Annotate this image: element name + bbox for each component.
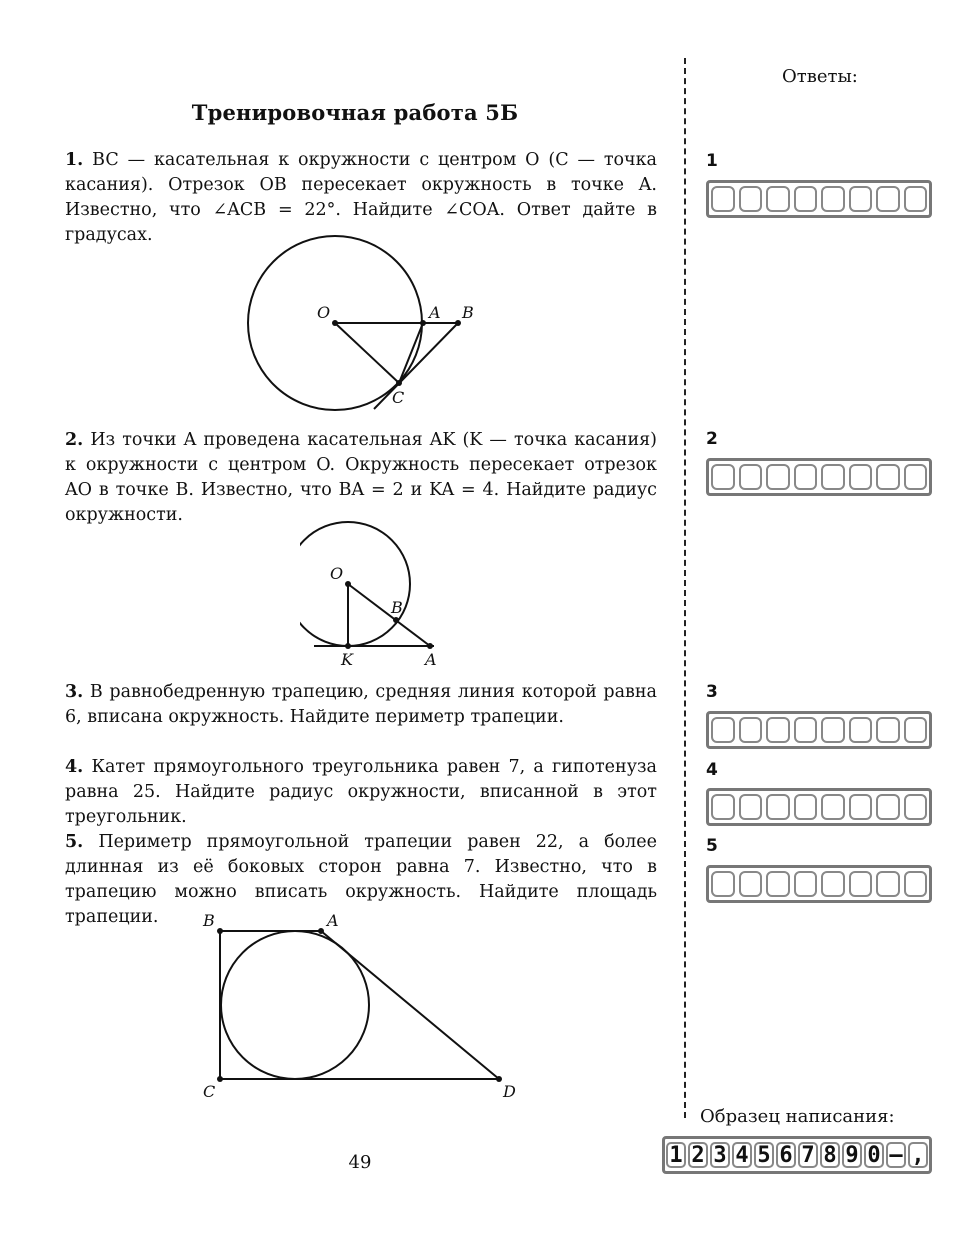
answers-title: Ответы: [782,66,858,87]
figure-1 [240,225,500,420]
answer-cell[interactable] [711,186,735,212]
answer-cell[interactable] [766,464,790,490]
sample-digits [662,1136,932,1174]
sample-char: 4 [732,1142,752,1168]
sample-char: 0 [864,1142,884,1168]
problem-2 [65,428,657,528]
inscribed-circle [221,931,369,1079]
point-b [393,617,399,623]
label-c: C [203,1082,216,1101]
point-b [455,320,461,326]
segment-oa [348,584,430,646]
answer-cell[interactable] [766,794,790,820]
tangent-bc [374,323,458,409]
answer-cell[interactable] [794,794,818,820]
problem-text: В равнобедренную трапецию, средняя линия которой равна 6, вписана окружность. Найдите периметр трапеции. [65,682,657,727]
answer-cell[interactable] [794,871,818,897]
answer-cell[interactable] [821,871,845,897]
answer-cell[interactable] [849,717,873,743]
problem-number: 5. [65,832,84,852]
point-c [217,1076,223,1082]
answer-label-3: 3 [706,682,718,702]
answer-cell[interactable] [711,871,735,897]
sample-char: 1 [666,1142,686,1168]
point-o [332,320,338,326]
sample-char: 8 [820,1142,840,1168]
page-number: 49 [348,1152,372,1173]
answer-label-2: 2 [706,429,718,449]
sample-char: 9 [842,1142,862,1168]
answer-cell[interactable] [711,717,735,743]
figure-5 [195,905,525,1105]
label-c: C [392,388,405,407]
problem-number: 2. [65,430,84,450]
answer-cell[interactable] [739,794,763,820]
answer-cell[interactable] [849,794,873,820]
label-b: B [462,303,474,322]
answer-label-5: 5 [706,836,718,856]
answer-box-4[interactable] [706,788,932,826]
answer-label-1: 1 [706,151,718,171]
answer-cell[interactable] [766,186,790,212]
sample-char: 2 [688,1142,708,1168]
answer-cell[interactable] [794,186,818,212]
answer-cell[interactable] [739,871,763,897]
answer-cell[interactable] [711,794,735,820]
problem-text: Катет прямоугольного треугольника равен 7, а гипотенуза равна 25. Найдите радиус окружности, вписанной в этот треугольник. [65,757,657,827]
problem-text: Периметр прямоугольной трапеции равен 22, а более длинная из её боковых сторон равна 7. Известно, что в трапецию можно вписать окружность. Найдите площадь трапеции. [65,832,657,927]
answer-cell[interactable] [739,464,763,490]
problem-number: 4. [65,757,84,777]
answer-cell[interactable] [821,186,845,212]
segment-ac [399,323,423,383]
answer-cell[interactable] [739,186,763,212]
answer-cell[interactable] [876,717,900,743]
answer-label-4: 4 [706,760,718,780]
answer-box-3[interactable] [706,711,932,749]
problem-number: 3. [65,682,84,702]
answer-cell[interactable] [849,464,873,490]
answer-cell[interactable] [711,464,735,490]
problem-number: 1. [65,150,84,170]
point-a [318,928,324,934]
answer-cell[interactable] [739,717,763,743]
answer-cell[interactable] [794,464,818,490]
sample-char: , [908,1142,928,1168]
sample-char: 3 [710,1142,730,1168]
answer-cell[interactable] [766,717,790,743]
point-a [427,643,433,649]
answer-cell[interactable] [904,186,928,212]
point-a [420,320,426,326]
label-o: O [317,303,331,322]
point-d [496,1076,502,1082]
label-o: O [330,564,344,583]
answer-cell[interactable] [849,871,873,897]
answer-cell[interactable] [794,717,818,743]
answer-box-2[interactable] [706,458,932,496]
sample-label: Образец написания: [700,1106,895,1127]
page-title: Тренировочная работа 5Б [191,100,519,125]
dashed-divider [684,58,686,1118]
answer-cell[interactable] [876,186,900,212]
segment-oc [335,323,399,383]
answer-cell[interactable] [904,794,928,820]
answer-box-1[interactable] [706,180,932,218]
circle [300,522,410,646]
label-b: B [391,598,403,617]
label-a: A [429,303,441,322]
label-b: B [203,911,215,930]
label-k: K [341,650,353,669]
point-c [396,380,402,386]
point-b [217,928,223,934]
label-d: D [503,1082,516,1101]
answer-cell[interactable] [876,794,900,820]
sample-char: 5 [754,1142,774,1168]
answer-cell[interactable] [821,717,845,743]
sample-char: – [886,1142,906,1168]
answer-cell[interactable] [876,871,900,897]
answer-box-5[interactable] [706,865,932,903]
label-a: A [327,911,339,930]
answer-cell[interactable] [876,464,900,490]
answer-cell[interactable] [821,464,845,490]
answer-cell[interactable] [904,871,928,897]
answer-cell[interactable] [821,794,845,820]
answer-cell[interactable] [766,871,790,897]
answer-cell[interactable] [849,186,873,212]
problem-3 [65,680,657,730]
answer-cell[interactable] [904,717,928,743]
figure-2 [300,520,460,672]
answer-cell[interactable] [904,464,928,490]
problem-4 [65,755,657,830]
point-o [345,581,351,587]
point-k [345,643,351,649]
problem-text: BC — касательная к окружности с центром O (C — точка касания). Отрезок OB пересекает окружность в точке A. Известно, что ∠ACB = 22°. Найдите ∠COA. Ответ дайте в градусах. [65,150,657,245]
sample-char: 7 [798,1142,818,1168]
sample-char: 6 [776,1142,796,1168]
problem-text: Из точки A проведена касательная AK (K — точка касания) к окружности с центром O. Окружность пересекает отрезок AO в точке B. Известно, что BA = 2 и KA = 4. Найдите радиус окружности. [65,430,657,525]
label-a: A [425,650,437,669]
trapezoid [220,931,499,1079]
